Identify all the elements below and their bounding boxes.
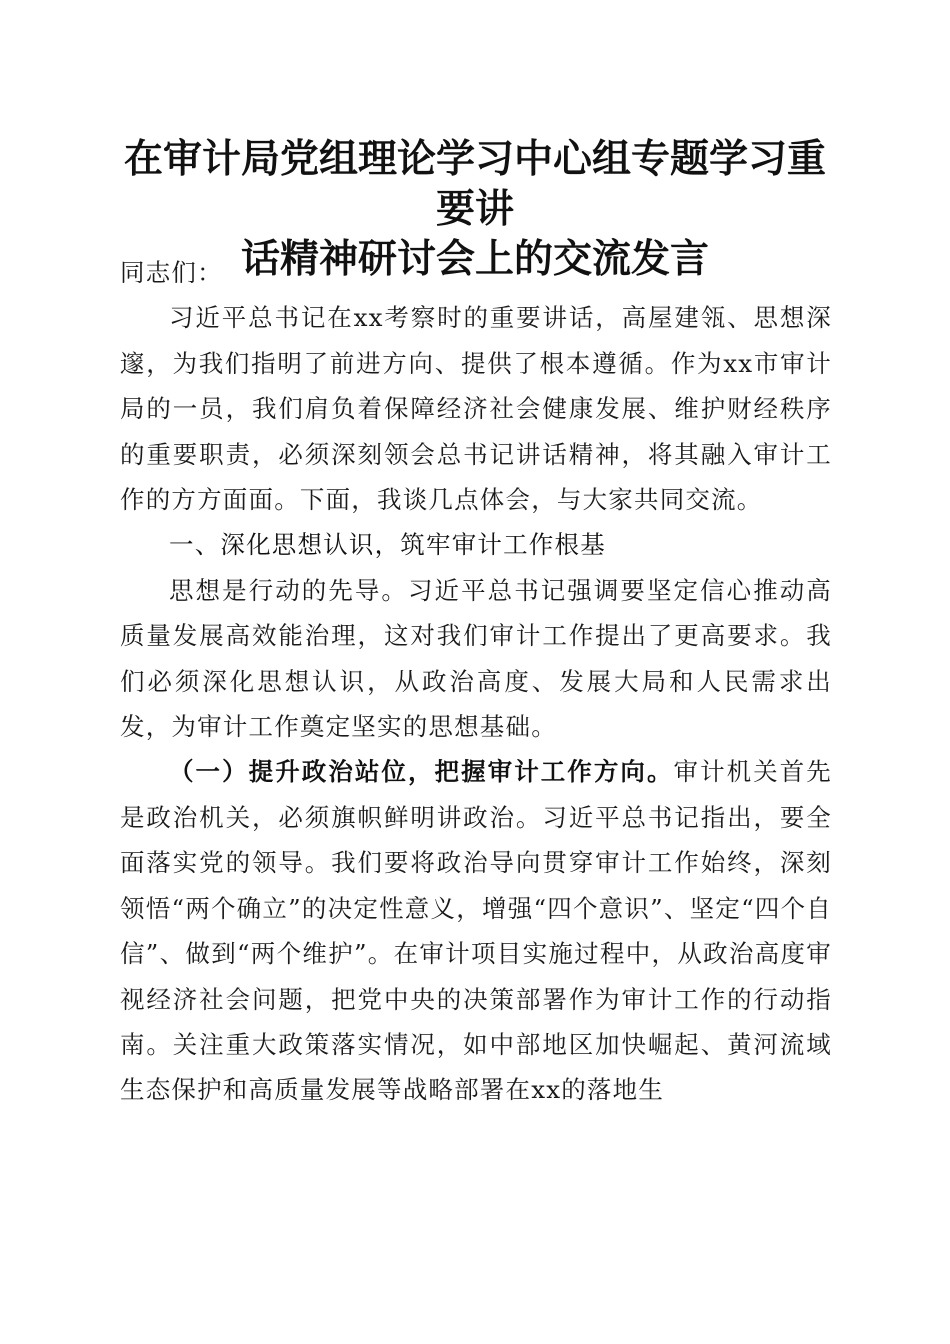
- section-1-paragraph: 思想是行动的先导。习近平总书记强调要坚定信心推动高质量发展高效能治理，这对我们审计工作提出了更高要求。我们必须深化思想认识，从政治高度、发展大局和人民需求出发，为审计工作奠定坚实的思想基础。: [120, 575, 832, 742]
- title-line-1: 在审计局党组理论学习中心组专题学习重要讲: [123, 136, 826, 232]
- subsection-1-text: 审计机关首先是政治机关，必须旗帜鲜明讲政治。习近平总书记指出，要全面落实党的领导。我们要将政治导向贯穿审计工作始终，深刻领悟“两个确立”的决定性意义，增强“四个意识”、坚定“四个自信”、做到“两个维护”。在审计项目实施过程中，从政治高度审视经济社会问题，把党中央的决策部署作为审计工作的行动指南。关注重大政策落实情况，如中部地区加快崛起、黄河流域生态保护和高质量发展等战略部署在xx的落地生: [120, 757, 832, 1105]
- document-body: [120, 250, 832, 1113]
- intro-paragraph: 习近平总书记在xx考察时的重要讲话，高屋建瓴、思想深邃，为我们指明了前进方向、提供了根本遵循。作为xx市审计局的一员，我们肩负着保障经济社会健康发展、维护财经秩序的重要职责，必须深刻领会总书记讲话精神，将其融入审计工作的方方面面。下面，我谈几点体会，与大家共同交流。: [120, 303, 832, 515]
- section-1-heading: 一、深化思想认识，筑牢审计工作根基: [169, 530, 606, 560]
- title-line-2: 话精神研讨会上的交流发言: [240, 236, 709, 282]
- subsection-1-paragraph: [120, 749, 832, 1112]
- subsection-1-heading: （一）提升政治站位，把握审计工作方向。: [169, 757, 674, 787]
- greeting: 同志们：: [120, 258, 223, 287]
